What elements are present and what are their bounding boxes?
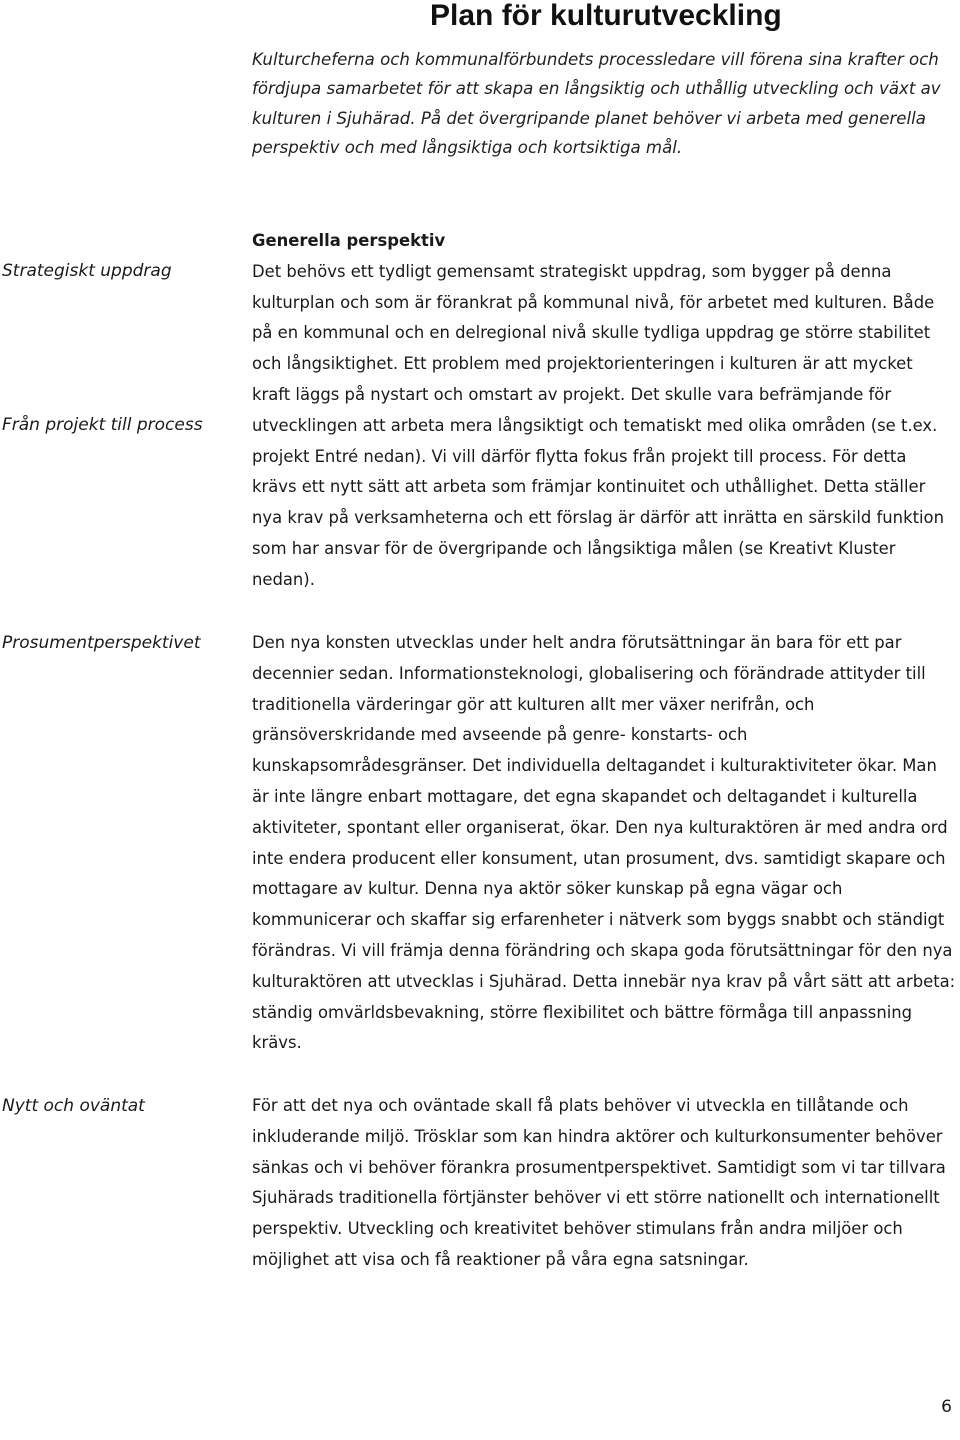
side-label-nytt-och-ovantat: Nytt och oväntat (2, 1096, 145, 1116)
section-text: Det behövs ett tydligt gemensamt strategiskt uppdrag, som bygger på denna kulturplan och som är förankrat på kommunal nivå, för arbetet med kulturen. Både på en kommunal och en delregional nivå skulle tydliga uppdrag ge större stabilitet och långsiktighet. Ett problem med projektorienteringen i kulturen är att mycket kraft läggs på nystart och omstart av projekt. Det skulle vara befrämjande för utvecklingen att arbeta mera långsiktigt och tematiskt med olika områden (se t.ex. projekt Entré nedan). Vi vill därför flytta fokus från projekt till process. För detta krävs ett nytt sätt att arbeta som främjar kontinuitet och uthållighet. Detta ställer nya krav på verksamheterna och ett förslag är därför att inrätta en särskild funktion som har ansvar för de övergripande och långsiktiga målen (se Kreativt Kluster nedan). (252, 261, 944, 589)
intro-paragraph: Kulturcheferna och kommunalförbundets processledare vill förena sina krafter och fördjupa samarbetet för att skapa en långsiktig och uthållig utveckling och växt av kulturen i Sjuhärad. På det övergripande planet behöver vi arbeta med generella perspektiv och med långsiktiga och kortsiktiga mål. (252, 50, 941, 157)
side-label-prosumentperspektivet: Prosumentperspektivet (2, 633, 201, 653)
page-title: Plan för kulturutveckling (430, 0, 782, 32)
side-label-fran-projekt-till-process: Från projekt till process (2, 415, 203, 435)
section-heading: Generella perspektiv (252, 231, 446, 250)
section-nytt-och-ovantat (252, 1091, 956, 1276)
section-generella-perspektiv (252, 226, 956, 596)
section-text: För att det nya och oväntade skall få plats behöver vi utveckla en tillåtande och inkluderande miljö. Trösklar som kan hindra aktörer och kulturkonsumenter behöver sänkas och vi behöver förankra prosumentperspektivet. Samtidigt som vi tar tillvara Sjuhärads traditionella förtjänster behöver vi ett större nationellt och internationellt perspektiv. Utveckling och kreativitet behöver stimulans från andra miljöer och möjlighet att visa och få reaktioner på våra egna satsningar. (252, 1096, 946, 1269)
page-number: 6 (941, 1397, 952, 1417)
side-label-strategiskt-uppdrag: Strategiskt uppdrag (2, 261, 172, 281)
section-prosumentperspektivet (252, 628, 956, 1059)
section-text: Den nya konsten utvecklas under helt andra förutsättningar än bara för ett par decennier sedan. Informationsteknologi, globalisering och förändrade attityder till traditionella värderingar gör att kulturen allt mer växer nerifrån, och gränsöverskridande med avseende på genre- konstarts- och kunskapsområdesgränser. Det individuella deltagandet i kulturaktiviteter ökar. Man är inte längre enbart mottagare, det egna skapandet och deltagandet i kulturella aktiviteter, spontant eller organiserat, ökar. Den nya kulturaktören är med andra ord inte endera producent eller konsument, utan prosument, dvs. samtidigt skapare och mottagare av kultur. Denna nya aktör söker kunskap på egna vägar och kommunicerar och skaffar sig erfarenheter i nätverk som byggs snabbt och ständigt förändras. Vi vill främja denna förändring och skapa goda förutsättningar för den nya kulturaktören att utvecklas i Sjuhärad. Detta innebär nya krav på vårt sätt att arbeta: ständig omvärldsbevakning, större flexibilitet och bättre förmåga till anpassning krävs. (252, 633, 956, 1053)
